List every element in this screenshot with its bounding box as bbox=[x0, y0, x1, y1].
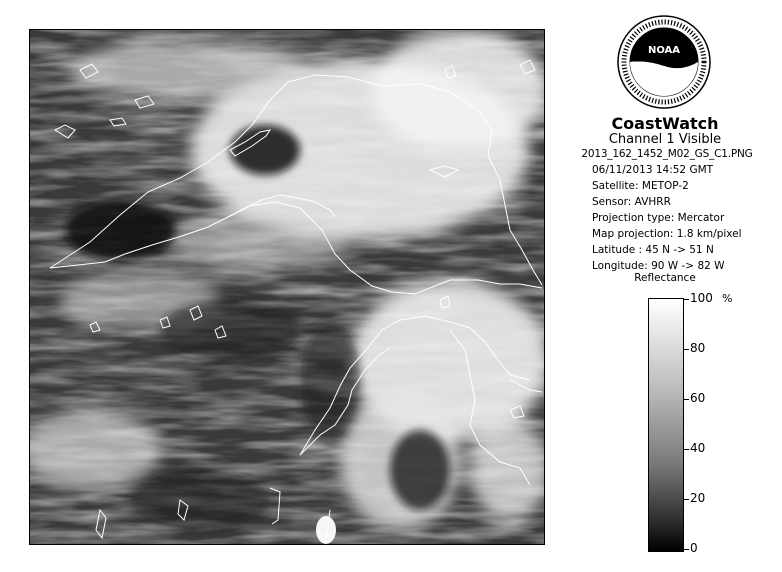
colorbar-tick bbox=[683, 349, 689, 350]
info-panel bbox=[560, 14, 770, 564]
logo-text: NOAA bbox=[647, 45, 681, 56]
filename: 2013_162_1452_M02_GS_C1.PNG bbox=[581, 148, 753, 160]
colorbar-label-20: 20 bbox=[690, 491, 706, 505]
projection-type: Projection type: Mercator bbox=[592, 212, 725, 224]
sensor: Sensor: AVHRR bbox=[592, 196, 671, 208]
colorbar-tick bbox=[683, 299, 689, 300]
map-projection: Map projection: 1.8 km/pixel bbox=[592, 228, 742, 240]
colorbar-tick bbox=[683, 499, 689, 500]
satellite: Satellite: METOP-2 bbox=[592, 180, 689, 192]
colorbar-tick bbox=[683, 549, 689, 550]
colorbar-unit: % bbox=[722, 292, 733, 305]
latitude-range: Latitude : 45 N -> 51 N bbox=[592, 244, 714, 256]
reflectance-colorbar bbox=[648, 298, 684, 552]
colorbar-tick bbox=[683, 399, 689, 400]
colorbar-label-80: 80 bbox=[690, 341, 706, 355]
datetime: 06/11/2013 14:52 GMT bbox=[592, 164, 714, 176]
colorbar-label-100: 100 bbox=[690, 291, 713, 305]
colorbar-tick bbox=[683, 449, 689, 450]
channel-label: Channel 1 Visible bbox=[608, 132, 722, 147]
satellite-image bbox=[30, 30, 544, 544]
colorbar-label-0: 0 bbox=[690, 541, 698, 555]
noaa-logo bbox=[616, 14, 712, 110]
longitude-range: Longitude: 90 W -> 82 W bbox=[592, 260, 725, 272]
colorbar-label-60: 60 bbox=[690, 391, 706, 405]
satellite-image-panel bbox=[29, 29, 545, 545]
brand-title: CoastWatch bbox=[611, 114, 719, 133]
colorbar-label-40: 40 bbox=[690, 441, 706, 455]
legend-title: Reflectance bbox=[634, 272, 696, 284]
